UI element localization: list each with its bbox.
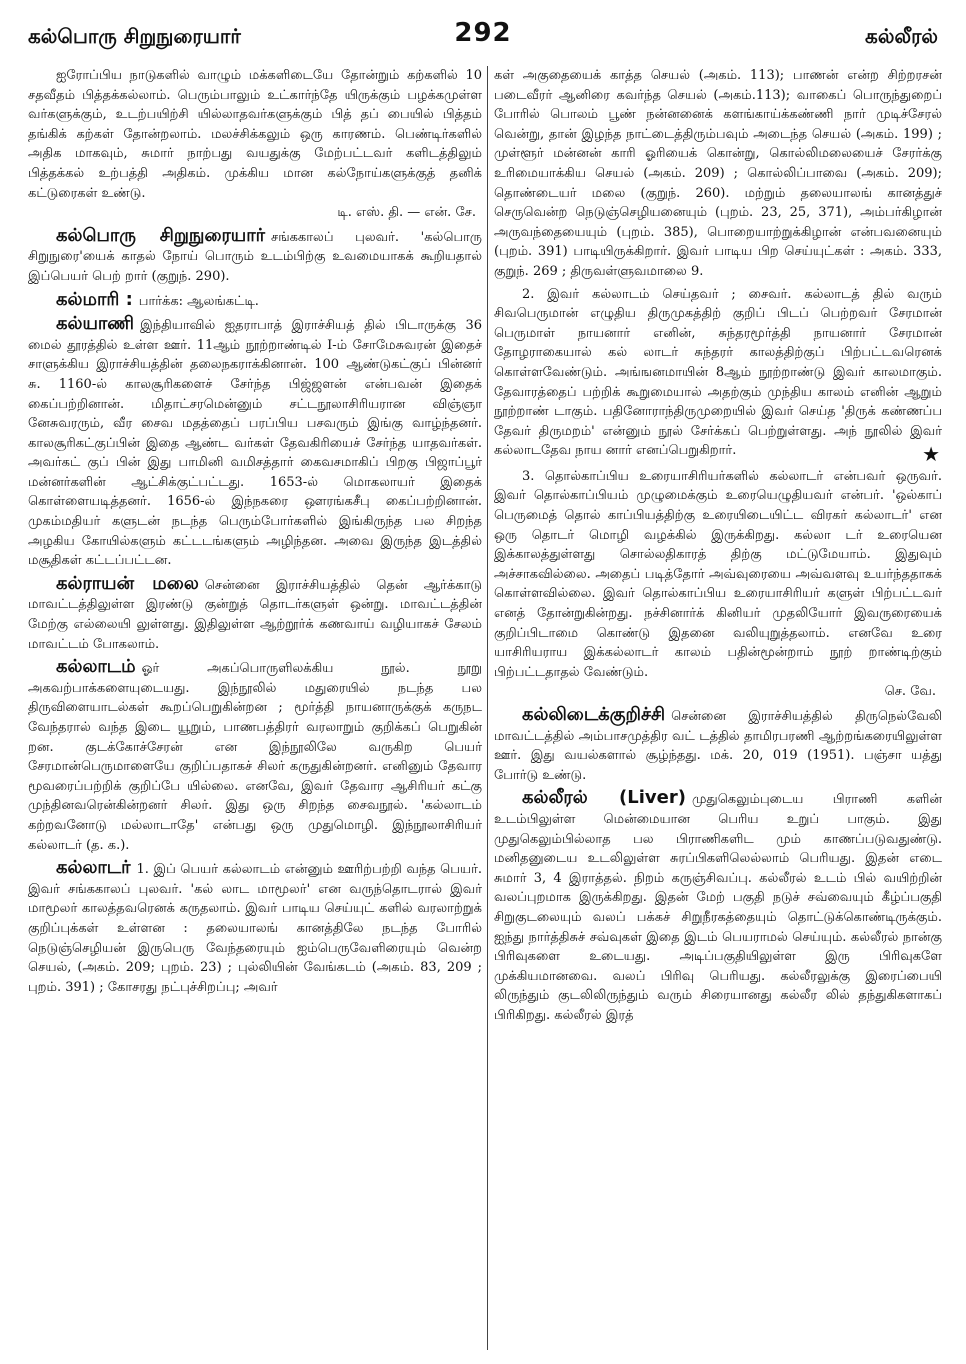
entry-continuation — [28, 66, 482, 223]
running-head-right: கல்லீரல் — [865, 24, 938, 48]
entry-text: பார்க்க: ஆலங்கட்டி. — [138, 293, 259, 309]
entry-kalleeral — [494, 788, 942, 1025]
entry-kalyani — [28, 314, 482, 571]
entry-text: 2. இவர் கல்லாடம் செய்தவர் ; சைவர். கல்லாடத் தில் வரும் சிவபெருமான் எழுதிய திருமுகத்திற் குறிப் பிடப் பெற்றவர் சேரமான் பெருமாள் நாயனார் எனின், சுந்தரமூர்த்தி நாயனார் சேரமான் தோழராகையால் கல் லாடர் சுந்தரர் காலத்திற்குப் பிற்பட்டவரெனக் கொள்ளவேண்டும். அங்ஙனமாயின் 8ஆம் நூற்றாண்டு இவர் காலமாகும். தேவாரத்தைப் பற்றிக் கூறுமையால் அதற்கும் முந்திய காலம் எனின் ஆறும் நூற்றாண் டாகும். பதினோராந்திருமுறையில் இவர் செய்த 'திருக் கண்ணப்ப தேவர் திருமறம்' என்னும் நூல் சேர்க்கப் பெற்றுள்ளது. அந் நூலில் இவர் கல்லாடதேவ நாய னார் எனப்பெறுகிறார். — [494, 286, 942, 459]
entry-kalladar-3 — [494, 467, 942, 702]
entry-text: 3. தொல்காப்பிய உரையாசிரியர்களில் கல்லாடர் என்பவர் ஒருவர். இவர் தொல்காப்பியம் முழுமைக்கும் உரையெழுதியவர் என்பர். 'ஒல்காப் பெருமைத் தொல் காப்பியத்திற்கு உரையிடையிட்ட விரகர் கல்லாடர்' என ஒரு தொடர் மொழி வழக்கில் இருக்கிறது. கல்லா டர் உரையென இக்காலத்துள்ளது சொல்லதிகாரத் திற்கு மட்டுமேயாம். இதுவும் அச்சாகவில்லை. அதைப் படித்தோர் அவ்வுரையை அவ்வளவு உயர்ந்ததாகக் கொள்ளவில்லை. இவர் தொல்காப்பிய உரையாசிரியர் களுள் பிற்பட்டவர் எனத் தோன்றுகின்றது. நச்சினார்க் கினியர் முதலியோர் இவருரையைக் குறிப்பிடாமை கொண்டு இதனை வலியுறுத்தலாம். எனவே உரை யாசிரியராய இக்கல்லாடர் காலம் பதின்மூன்றாம் நூற் றாண்டிற்கும் பிற்பட்டதாதல் வேண்டும். — [494, 468, 942, 680]
entry-kalporu-sirunuraiyar — [28, 226, 482, 287]
entry-continuation — [494, 66, 942, 282]
entry-headword: கல்லீரல் (Liver) — [522, 787, 686, 809]
running-head-left: கல்பொரு சிறுநுரையார் — [28, 24, 241, 48]
entry-text: 1. இப் பெயர் கல்லாடம் என்னும் ஊரிற்பற்றி வந்த பெயர். இவர் சங்ககாலப் புலவர். 'கல் லாட மாமூலர்' என வருந்தொடரால் இவர் மாமூலர் காலத்தவரெனக் கருதலாம். இவர் பாடிய செய்யுட் களில் வரலாற்றுக் குறிப்புக்கள் உள்ளன : தலையாலங் கானத்திலே நடந்த போரில் நெடுஞ்செழியன் இருபெரு வேந்தரையும் ஐம்பெருவேளிரையும் வென்ற செயல், (அகம். 209; புறம். 23) ; புல்லியின் வேங்கடம் (அகம். 83, 209 ; புறம். 391) ; கோசரது நட்புச்சிறப்பு; அவர் — [28, 862, 482, 995]
entry-kalladam — [28, 657, 482, 855]
entry-text: கள் அகுதையைக் காத்த செயல் (அகம். 113); பாணன் என்ற சிற்றரசன் படைவீரர் ஆனிரை கவர்ந்த செயல் (அகம்.113); வாகைப் பொருந்துறைப் போரில் பொலம் பூண் நன்னனைக் களங்காய்க்கண்ணி நார் முடிச்சேரல் வென்று, தான் இழந்த நாட்டைத்திரும்பவும் அடைந்த செயல் (அகம். 199) ; முள்ளூர் மன்னன் காரி ஓரியைக் கொன்று, கொல்லிமலையைச் சேரர்க்கு உரிமையாக்கிய செயல் (அகம். 209) ; கொல்லிப்பாவை (அகம். 209); தொண்டையர் மலை (குறுந். 260). மற்றும் தலையாலங் கானத்துச் செருவென்ற நெடுஞ்செழியனையும் (புறம். 23, 25, 371), அம்பர்கிழான் அருவந்தையையும் (புறம். 385), பொறையாற்றுக்கிழான் என்பவனையும் (புறம். 391) பாடியிருக்கிறார். இவர் பாடிய பிற செய்யுட்கள் : அகம். 333, குறுந். 269 ; திருவள்ளுவமாலை 9. — [494, 68, 942, 279]
page-number: 292 — [454, 18, 512, 48]
entry-kalmari — [28, 290, 482, 312]
section-star-mark: ★ — [922, 441, 940, 466]
entry-kalrayan-malai — [28, 574, 482, 654]
entry-kallidaikurichi — [494, 705, 942, 785]
left-column — [28, 66, 482, 1356]
author-signature: டி. எஸ். தி. — என். சே. — [337, 205, 476, 221]
entry-headword: கல்லாடம் — [56, 656, 136, 678]
entry-headword: கல்லிடைக்குறிச்சி — [522, 704, 666, 725]
entry-text: சென்னை இராச்சியத்தில் திருநெல்வேலி மாவட்டத்தில் அம்பாசமுத்திர வட் டத்தில் தாமிரபரணி ஆற்றங்கரையிலுள்ள ஊர். இது வயல்களால் சூழ்ந்தது. மக். 20, 019 (1951). பஞ்சா யத்து போர்டு உண்டு. — [494, 709, 942, 783]
entry-text: முதுகெலும்புடைய பிராணி களின் உடம்பிலுள்ள மென்மையான பெரிய உறுப் பாகும். இது முதுகெலும்பில்லாத பல பிராணிகளிட மும் காணப்படுவதுண்டு. மனிதனுடைய உடலிலுள்ள சுரப்பிகளிலெல்லாம் பெரியது. இதன் எடை சுமார் 3, 4 இராத்தல். நிறம் கருஞ்சிவப்பு. கல்லீரல் உடம் பில் வயிற்றின் வலப்புறமாக இருக்கிறது. இதன் மேற் பகுதி நடுச் சவ்வையும் கீழ்ப்பகுதி சிறுகுடலையும் வலப் பக்கச் சிறுநீரகத்தையும் தொட்டுக்கொண்டிருக்கும். ஐந்து நார்த்திசுச் சவ்வுகள் இதை இடம் பெயராமல் செய்யும். கல்லீரல் நான்கு பிரிவுகளை உடையது. அடிப்பகுதியிலுள்ள இரு பிரிவுகளே முக்கியமானவை. வலப் பிரிவு பெரியது. கல்லீரலுக்கு இரைப்பையி லிருந்தும் குடலிலிருந்தும் வரும் சிரையானது கல்லீர லில் தந்துகிகளாகப் பிரிகிறது. கல்லீரல் இரத் — [494, 792, 942, 1023]
entry-kalladar — [28, 858, 482, 997]
entry-text: ஐரோப்பிய நாடுகளில் வாழும் மக்களிடையே தோன்றும் கற்களில் 10 சதவீதம் பித்தக்கல்லாம். பெரும்பாலும் உட்கார்ந்தே யிருக்கும் பழக்கமுள்ள வர்களுக்கும், உடற்பயிற்சி யில்லாதவர்களுக்கும் பித் தப் பையில் பித்தம் தங்கிக் கற்கள் தோன்றலாம். மலச்சிக்கலும் ஒரு காரணம். பெண்டிர்களில் அதிக மாகவும், சுமார் நாற்பது வயதுக்கு மேற்பட்டவர் களிடத்திலும் பித்தக்கல் உற்பத்தி அதிகம். முக்கிய மான கல்நோய்களுக்குத் தனிக் கட்டுரைகள் உண்டு. — [28, 68, 482, 201]
entry-text: சங்ககாலப் புலவர். 'கல்பொரு சிறுநுரை'யைக் காதல் நோய் பொரும் உடம்பிற்கு உவமையாகக் கூறியதால் இப்பெயர் பெற் றார் (குறுந். 290). — [28, 229, 482, 284]
entry-kalladar-2 — [494, 285, 942, 466]
entry-text: இந்தியாவில் ஐதராபாத் இராச்சியத் தில் பிடாருக்கு 36 மைல் தூரத்தில் உள்ள ஊர். 11ஆம் நூற்றாண்டில் I-ம் சோமேசுவரன் இதைச் சாளுக்கிய இராச்சியத்தின் தலைநகராக்கினான். 100 ஆண்டுகட்குப் பின்னர் சு. 1160-ல் காலசூரிகளைச் சேர்ந்த பிஜ்ஜளன் என்பவன் இதைக் கைப்பற்றினான். மிதாட்சரமென்னும் சட்டநூலாசிரியரான விஞ்ஞா னேசுவரரும், வீர சைவ மதத்தைப் பரப்பிய பசவரும் இங்கு வாழ்ந்தனர். காலசூரிகட்குப்பின் இதை ஆண்ட வர்கள் தேவகிரியைச் சேர்ந்த யாதவர்கள். அவர்கட் குப் பின் இது பாமினி வமிசத்தார் கைவசமாகிப் பிறகு பிஜாப்பூர் மன்னர்களின் ஆட்சிக்குட்பட்டது. 1653-ல் மொகலாயர் இதைக் கொள்ளையடித்தனர். 1656-ல் இந்நகரை ஔரங்கசீபு கைப்பற்றினான். முகம்மதியர் களுடன் நடந்த பெரும்போர்களில் இங்கிருந்த பல சிறந்த அழகிய கோயில்களும் கட்டடங்களும் அழிந்தன. அவை இருந்த இடத்தில் மசூதிகள் கட்டப்பட்டன. — [28, 318, 482, 569]
entry-headword: கல்ராயன் மலை — [56, 572, 199, 594]
entry-text: ஓர் அகப்பொருளிலக்கிய நூல். நூறு அகவற்பாக்களையுடையது. இந்நூலில் மதுரையில் நடந்த பல திருவிளையாடல்கள் கூறப்பெறுகின்றன ; மூர்த்தி நாயனாருக்குக் கருநட வேந்தரால் வந்த இடை யூறும், பாணபத்திரர் வரலாறும் குறிக்கப் பெறுகின் றன. குடக்கோச்சேரன் என இந்நூலிலே வருகிற பெயர் சேரமான்பெருமாளையே குறிப்பதாகச் சிலர் கருதுகின்றனர். எனினும் தேவார மூவரைப்பற்றிக் குறிப்பே யில்லை. எனவே, இவர் தேவார ஆசிரியர் கட்கு முந்தினவரென்கின்றனர் சிலர். இது ஒரு சிறந்த சைவநூல். 'கல்லாடம் கற்றவனோடு மல்லாடாதே' என்பது ஒரு முதுமொழி. இந்நூலாசிரியர் கல்லாடர் (த. க.). — [28, 661, 482, 853]
page-header — [28, 18, 938, 58]
column-divider — [487, 66, 488, 1350]
entry-headword: கல்மாரி : — [56, 288, 133, 310]
entry-headword: கல்யாணி — [56, 313, 135, 335]
author-signature: செ. வே. — [884, 684, 936, 700]
entry-headword: கல்லாடர் — [56, 857, 131, 879]
right-column — [494, 66, 942, 1356]
entry-text: சென்னை இராச்சியத்தில் தென் ஆர்க்காடு மாவட்டத்திலுள்ள இரண்டு குன்றுத் தொடர்களுள் ஒன்று. மாவட்டத்தின் மேற்கு எல்லையி லுள்ளது. இதிலுள்ள ஆற்றூர்க் கணவாய் வழியாகச் சேலம் மாவட்டம் போகலாம். — [28, 577, 482, 652]
entry-headword: கல்பொரு சிறுநுரையார் — [56, 224, 266, 246]
